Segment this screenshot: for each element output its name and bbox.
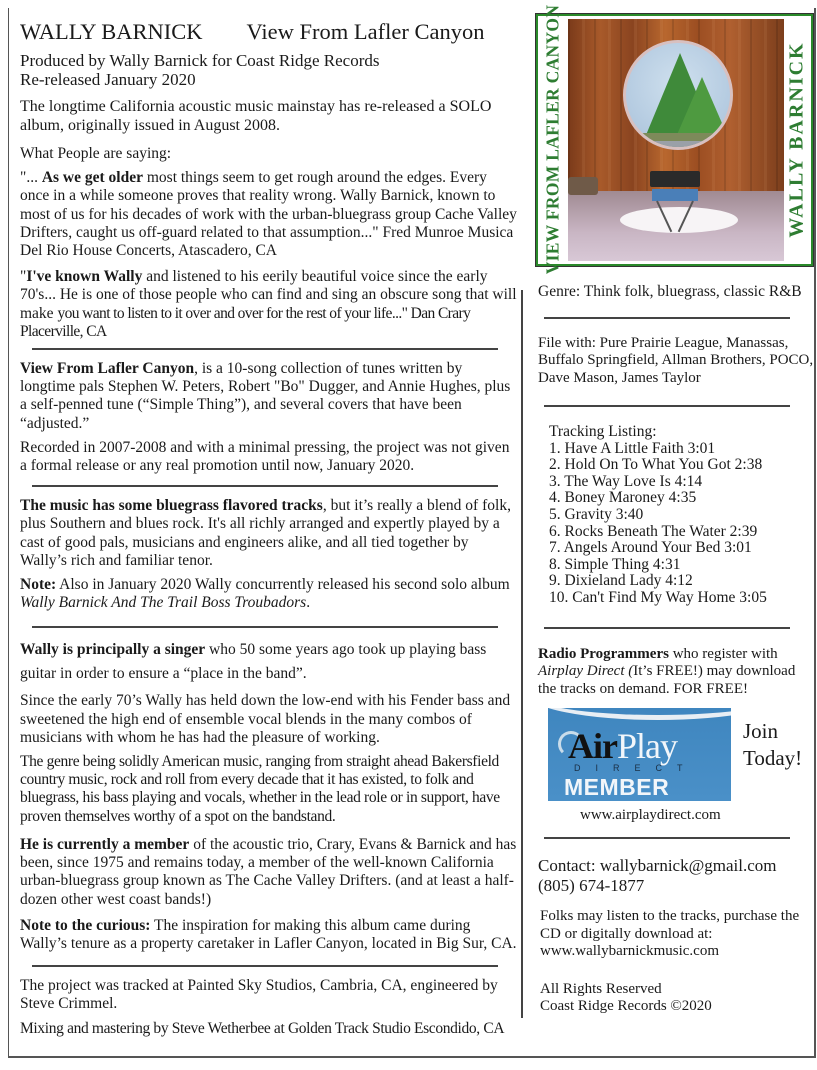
mixing-credits: Mixing and mastering by Steve Wetherbee at Golden Track Studio Escondido, CA bbox=[20, 1019, 505, 1037]
track-item: 2. Hold On To What You Got 2:38 bbox=[549, 456, 763, 474]
rights-notice: All Rights Reserved Coast Ridge Records ©2020 bbox=[540, 980, 712, 1015]
track-item: 4. Boney Maroney 4:35 bbox=[549, 489, 697, 507]
testimonial-quote: "I've known Wally and listened to his eerily beautiful voice since the early 70's... He is one of those people who can find and sing an obscure song that will make you want to listen to it over and over for the rest of your life..." Dan Crary Placerville, CA bbox=[20, 268, 517, 340]
sidebar-divider bbox=[544, 405, 790, 407]
contact-block bbox=[538, 856, 817, 896]
section-divider bbox=[32, 626, 498, 628]
track-item: 10. Can't Find My Way Home 3:05 bbox=[549, 588, 767, 606]
track-item: 1. Have A Little Faith 3:01 bbox=[549, 439, 716, 457]
album-cover-title: VIEW FROM LAFLER CANYON bbox=[542, 4, 563, 274]
album-description: View From Lafler Canyon, is a 10-song collection of tunes written by longtime pals Stephen W. Peters, Robert "Bo" Dugger, and Annie Hughes, plus a self-penned tune (“Simple Thing”), and several covers that have been “adjusted.” bbox=[20, 360, 511, 432]
album-cover bbox=[536, 4, 813, 274]
track-item: 8. Simple Thing 4:31 bbox=[549, 555, 681, 573]
sidebar-divider bbox=[544, 317, 790, 319]
track-item: 9. Dixieland Lady 4:12 bbox=[549, 572, 693, 590]
column-divider bbox=[521, 290, 523, 1018]
airplay-logo: AirPlay bbox=[568, 726, 677, 767]
music-description: The music has some bluegrass flavored tracks, but it’s really a blend of folk, plus Southern and blues rock. It's all richly arranged and expertly played by a cast of good pals, musicians and engineers alike, and all tied together by Wally’s rich and familiar tenor. bbox=[20, 497, 511, 569]
release-line: Re-released January 2020 bbox=[20, 70, 196, 89]
purchase-info: Folks may listen to the tracks, purchase the CD or digitally download at: www.wallybarnickmusic.com bbox=[540, 908, 800, 960]
album-cover-artist: WALLY BARNICK bbox=[785, 40, 808, 238]
round-window bbox=[623, 40, 733, 150]
bench-icon bbox=[568, 177, 598, 195]
sidebar-divider bbox=[544, 627, 790, 629]
producer-line: Produced by Wally Barnick for Coast Ridge Records bbox=[20, 51, 380, 70]
track-list bbox=[538, 424, 817, 607]
track-item: 5. Gravity 3:40 bbox=[549, 505, 644, 523]
airplay-member-badge[interactable]: AirPlay DIRECT MEMBER bbox=[548, 708, 731, 801]
file-with-line: File with: Pure Prairie League, Manassas, Buffalo Springfield, Allman Brothers, POCO, Dave Mason, James Taylor bbox=[538, 334, 814, 386]
track-item: 6. Rocks Beneath The Water 2:39 bbox=[549, 522, 758, 540]
membership-paragraph: He is currently a member of the acoustic trio, Crary, Evans & Barnick and has been, since 1975 and remains today, a member of the well-known California urban-bluegrass group known as The Cache Valley Drifters. (and at least a half-dozen other west coast bands!) bbox=[20, 835, 517, 908]
section-divider bbox=[32, 965, 498, 967]
testimonials-heading: What People are saying: bbox=[20, 145, 172, 162]
airplay-url-link[interactable]: www.airplaydirect.com bbox=[580, 807, 721, 824]
website-link[interactable]: www.wallybarnickmusic.com bbox=[540, 943, 719, 960]
track-item: 7. Angels Around Your Bed 3:01 bbox=[549, 539, 752, 557]
intro-paragraph: The longtime California acoustic music mainstay has re-released a SOLO album, originally issued in August 2008. bbox=[20, 98, 492, 134]
page-title bbox=[20, 18, 518, 46]
airplay-promo bbox=[538, 708, 817, 801]
track-list-heading: Tracking Listing: bbox=[549, 423, 657, 440]
sidebar-divider bbox=[544, 837, 790, 839]
section-divider bbox=[32, 348, 498, 350]
recording-info: Recorded in 2007-2008 and with a minimal pressing, the project was not given a formal release or any real promotion until now, January 2020. bbox=[20, 438, 510, 475]
tracking-credits: The project was tracked at Painted Sky Studios, Cambria, CA, engineered by Steve Crimmel. bbox=[20, 977, 498, 1013]
contact-email[interactable]: Contact: wallybarnick@gmail.com bbox=[538, 856, 777, 876]
main-column bbox=[20, 18, 518, 1038]
track-item: 3. The Way Love Is 4:14 bbox=[549, 472, 703, 490]
bio-paragraph: The genre being solidly American music, ranging from straight ahead Bakersfield country music, rock and roll from every decade that it has existed, to folk and bluegrass, his bass playing and vocals, whether in the lead role or in support, have proven themselves worthy of a spot on the bandstand. bbox=[20, 753, 500, 825]
directors-chair-icon bbox=[650, 171, 700, 187]
testimonial-quote: "... As we get older most things seem to get rough around the edges. Every once in a while someone proves that reality wrong. Wally Barnick, known to most of us for his decades of work with the urban-bluegrass group Cache Valley Drifters, caught us off-guard related to that assumption..." Fred Munroe Musica Del Rio House Concerts, Atascadero, CA bbox=[20, 169, 517, 260]
curious-note: Note to the curious: The inspiration for making this album came during Wally’s tenure as a property caretaker in Lafler Canyon, located in Big Sur, CA. bbox=[20, 916, 517, 952]
section-divider bbox=[32, 485, 498, 487]
bio-intro: Wally is principally a singer who 50 some years ago took up playing bass guitar in order to ensure a “place in the band”. bbox=[20, 641, 487, 683]
genre-line: Genre: Think folk, bluegrass, classic R&B bbox=[538, 283, 802, 300]
join-today-text: Join Today! bbox=[743, 719, 803, 771]
radio-programmers-note: Radio Programmers who register with Airplay Direct (It’s FREE!) may download the tracks on demand. FOR FREE! bbox=[538, 645, 796, 697]
artist-name: WALLY BARNICK bbox=[20, 19, 203, 44]
contact-phone: (805) 674-1877 bbox=[538, 876, 645, 896]
bio-paragraph: Since the early 70’s Wally has held down the low-end with his Fender bass and sweetened the high end of ensemble vocal blends in the many combos of musicians with whom he has had the pleasure of working. bbox=[20, 692, 511, 746]
album-title: View From Lafler Canyon bbox=[246, 19, 485, 44]
album-cover-photo bbox=[568, 19, 784, 261]
release-note: Note: Also in January 2020 Wally concurrently released his second solo album Wally Barnick And The Trail Boss Troubadors. bbox=[20, 576, 510, 612]
